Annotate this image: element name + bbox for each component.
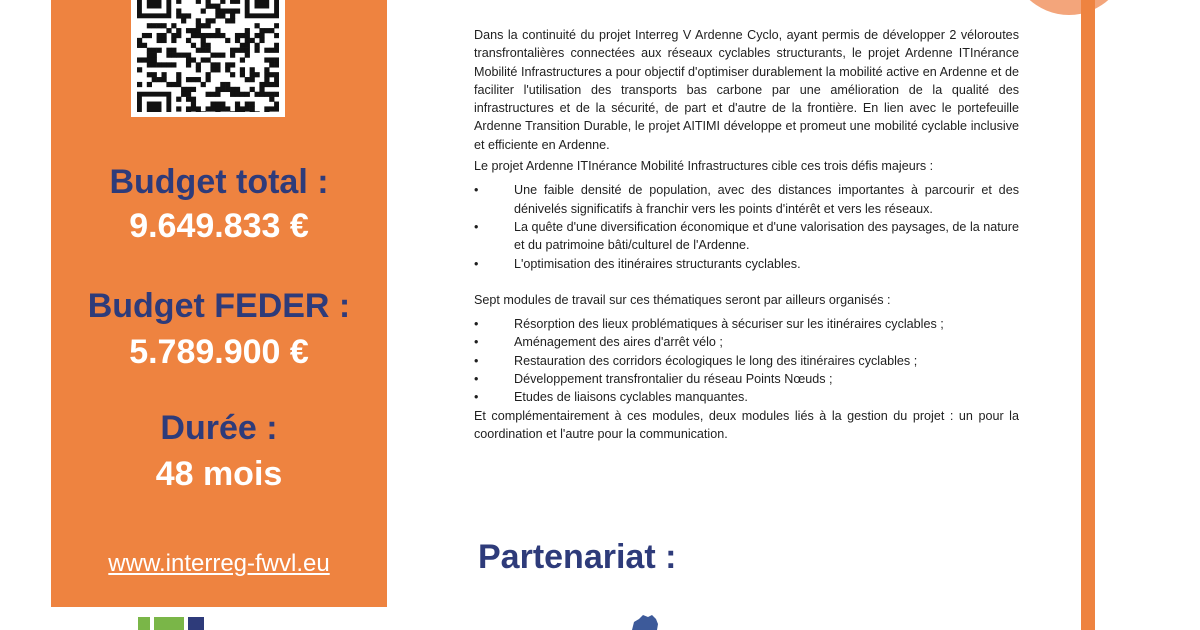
budget-total-label: Budget total :	[109, 163, 329, 201]
qr-code-icon	[137, 0, 279, 112]
list-item: • Résorption des lieux problématiques à sécuriser sur les itinéraires cyclables ;	[474, 315, 1019, 333]
bullet-icon: •	[474, 256, 479, 271]
partnership-heading: Partenariat :	[478, 538, 677, 576]
decorative-vertical-bar	[1081, 0, 1095, 630]
modules-intro: Sept modules de travail sur ces thématiques seront par ailleurs organisés :	[474, 292, 891, 307]
list-item: • Restauration des corridors écologiques le long des itinéraires cyclables ;	[474, 352, 1019, 370]
budget-feder-value: 5.789.900 €	[129, 333, 309, 371]
budget-feder-label: Budget FEDER :	[87, 287, 351, 325]
challenges-list	[474, 181, 1019, 272]
list-item: • Une faible densité de population, avec des distances importantes à parcourir et des dénivelés significatifs à franchir vers les points d'intérêt et vers les réseaux.	[474, 183, 1019, 216]
interreg-logo-fragment	[138, 617, 204, 630]
list-item: • Développement transfrontalier du réseau Points Nœuds ;	[474, 370, 1019, 388]
website-link[interactable]: www.interreg-fwvl.eu	[108, 550, 330, 577]
challenges-intro: Le projet Ardenne ITInérance Mobilité Infrastructures cible ces trois défis majeurs :	[474, 159, 934, 174]
bullet-icon: •	[474, 390, 479, 405]
partner-logo-icon	[630, 614, 660, 630]
list-item: • L'optimisation des itinéraires structurants cyclables.	[474, 255, 1019, 273]
list-item: • Aménagement des aires d'arrêt vélo ;	[474, 333, 1019, 351]
project-summary-sidebar	[51, 0, 387, 607]
duration-value: 48 mois	[155, 455, 283, 493]
closing-paragraph: Et complémentairement à ces modules, deux modules liés à la gestion du projet : un pour la coordination et l'autre pour la communication.	[474, 408, 1019, 441]
budget-total-value: 9.649.833 €	[129, 207, 309, 245]
modules-list	[474, 315, 1019, 406]
bullet-icon: •	[474, 183, 479, 198]
list-item: • Etudes de liaisons cyclables manquantes.	[474, 388, 1019, 406]
decorative-circle	[1010, 0, 1128, 15]
intro-paragraph: Dans la continuité du projet Interreg V Ardenne Cyclo, ayant permis de développer 2 véloroutes transfrontalières connectées aux réseaux cyclables structurants, le projet Ardenne ITInérance Mobilité Infrastructures a pour objectif d'optimiser durablement la mobilité active en Ardenne et de faciliter l'utilisation des transports bas carbone par une amélioration de la qualité des infrastructures et de la sécurité, de part et d'autre de la frontière. En lien avec le portefeuille Ardenne Transition Durable, le projet AITIMI développe et promeut une mobilité cyclable inclusive et efficiente en Ardenne.	[474, 28, 1019, 152]
qr-code	[131, 0, 285, 117]
bullet-icon: •	[474, 317, 479, 332]
project-description	[474, 26, 1019, 443]
list-item: • La quête d'une diversification économique et d'une valorisation des paysages, de la nature et du patrimoine bâti/culturel de l'Ardenne.	[474, 219, 1019, 253]
duration-label: Durée :	[160, 409, 278, 447]
bullet-icon: •	[474, 219, 479, 234]
bullet-icon: •	[474, 335, 479, 350]
bullet-icon: •	[474, 353, 479, 368]
bullet-icon: •	[474, 372, 479, 387]
